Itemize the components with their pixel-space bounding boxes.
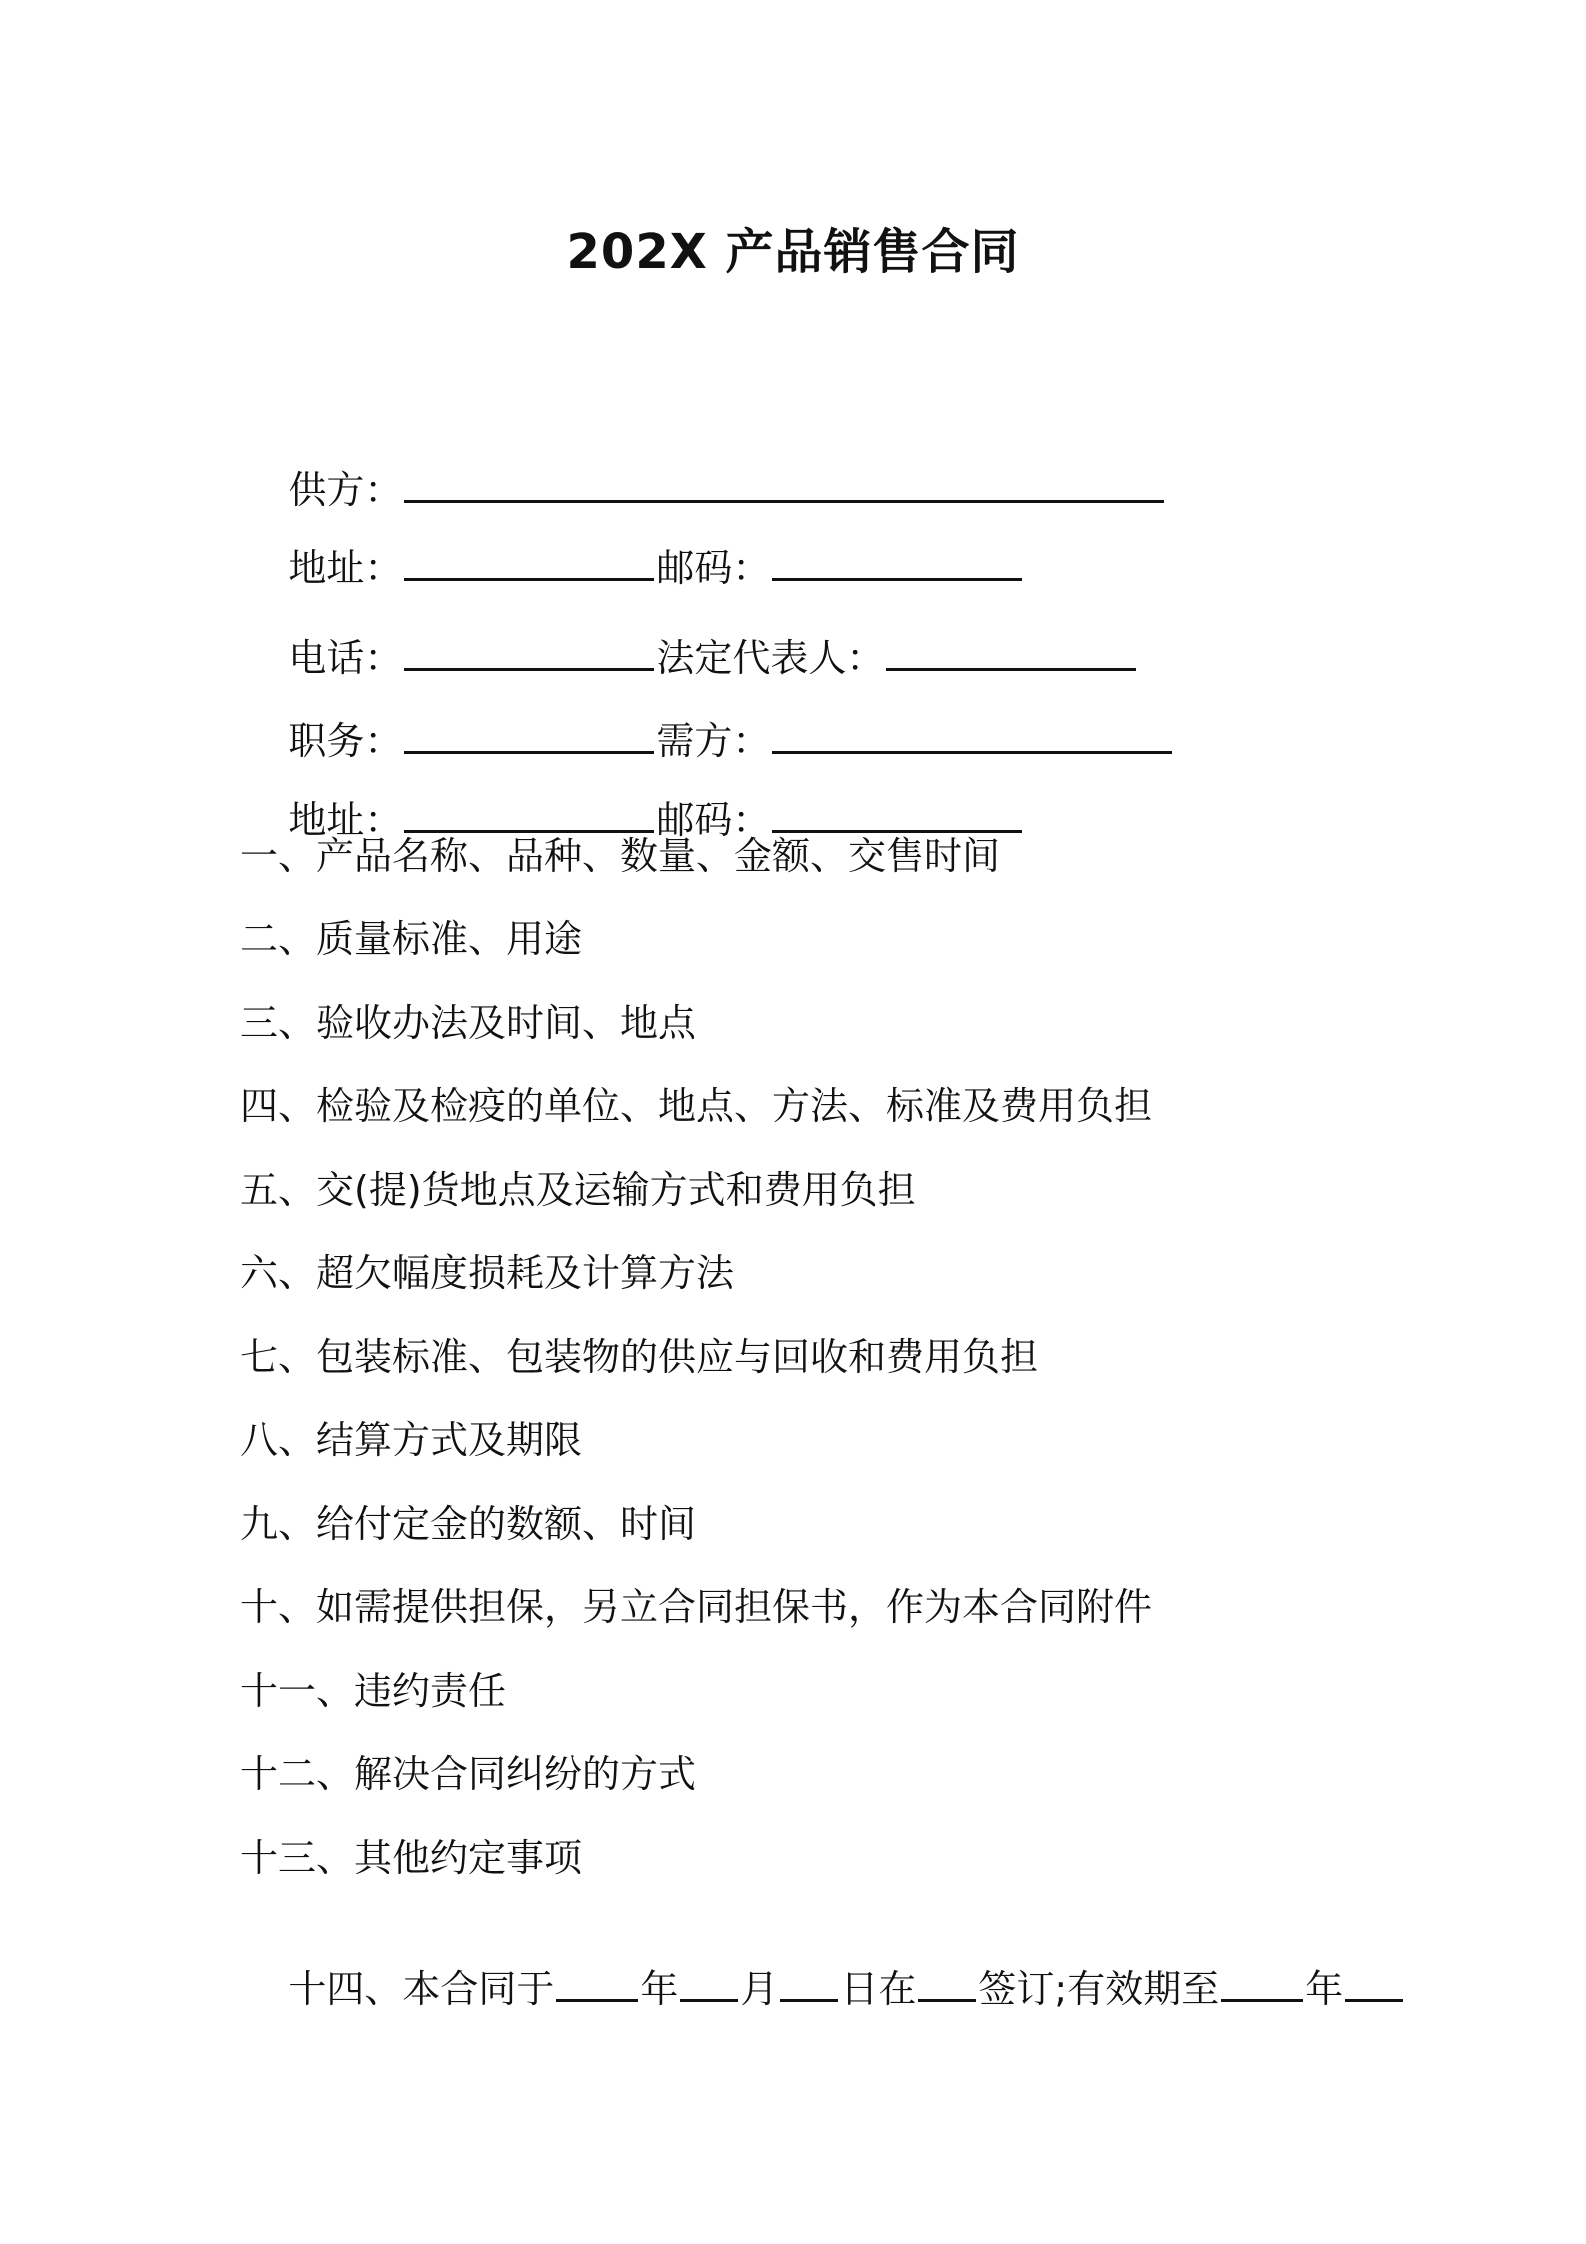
postcode-blank[interactable]: [772, 546, 1022, 581]
postcode-label: 邮码：: [656, 546, 771, 590]
address-blank[interactable]: [404, 798, 654, 833]
sign-place-blank[interactable]: [918, 1967, 976, 2002]
position-label: 职务：: [288, 719, 403, 763]
clause-14-prefix: 十四、本合同于: [288, 1967, 555, 2011]
buyer-label: 需方：: [656, 719, 771, 763]
legal-rep-blank[interactable]: [886, 636, 1136, 671]
month-text: 月: [740, 1967, 779, 2011]
address-label: 地址：: [288, 798, 403, 842]
phone-label: 电话：: [288, 636, 403, 680]
year-text-2: 年: [1305, 1967, 1344, 2011]
clause-item: 九、给付定金的数额、时间: [240, 1502, 697, 1546]
sign-year-blank[interactable]: [556, 1967, 638, 2002]
postcode-label: 邮码：: [656, 798, 771, 842]
clause-item: 一、产品名称、品种、数量、金额、交售时间: [240, 834, 1001, 878]
clause-item: 七、包装标准、包装物的供应与回收和费用负担: [240, 1335, 1039, 1379]
clause-item: 十二、解决合同纠纷的方式: [240, 1752, 697, 1796]
signed-valid-text: 签订;有效期至: [978, 1967, 1220, 2011]
clause-item: 二、质量标准、用途: [240, 917, 583, 961]
sign-day-blank[interactable]: [780, 1967, 838, 2002]
legal-rep-label: 法定代表人：: [656, 636, 885, 680]
clause-14-line: [240, 1917, 1405, 2061]
address-blank[interactable]: [404, 546, 654, 581]
address-label: 地址：: [288, 546, 403, 590]
clause-item: 十、如需提供担保，另立合同担保书，作为本合同附件: [240, 1585, 1153, 1629]
day-at-text: 日在: [840, 1967, 917, 2011]
clause-item: 十一、违约责任: [240, 1669, 507, 1713]
postcode-blank[interactable]: [772, 798, 1022, 833]
valid-month-blank[interactable]: [1345, 1967, 1403, 2002]
valid-year-blank[interactable]: [1221, 1967, 1303, 2002]
clause-item: 五、交(提)货地点及运输方式和费用负担: [240, 1168, 916, 1212]
clause-item: 八、结算方式及期限: [240, 1418, 583, 1462]
clause-item: 十三、其他约定事项: [240, 1836, 583, 1880]
sign-month-blank[interactable]: [680, 1967, 738, 2002]
year-text: 年: [640, 1967, 679, 2011]
clause-item: 六、超欠幅度损耗及计算方法: [240, 1251, 735, 1295]
clause-item: 三、验收办法及时间、地点: [240, 1001, 697, 1045]
clause-item: 四、检验及检疫的单位、地点、方法、标准及费用负担: [240, 1084, 1153, 1128]
document-title: 202X 产品销售合同: [566, 224, 1020, 280]
supplier-label: 供方：: [288, 468, 403, 512]
phone-blank[interactable]: [404, 636, 654, 671]
